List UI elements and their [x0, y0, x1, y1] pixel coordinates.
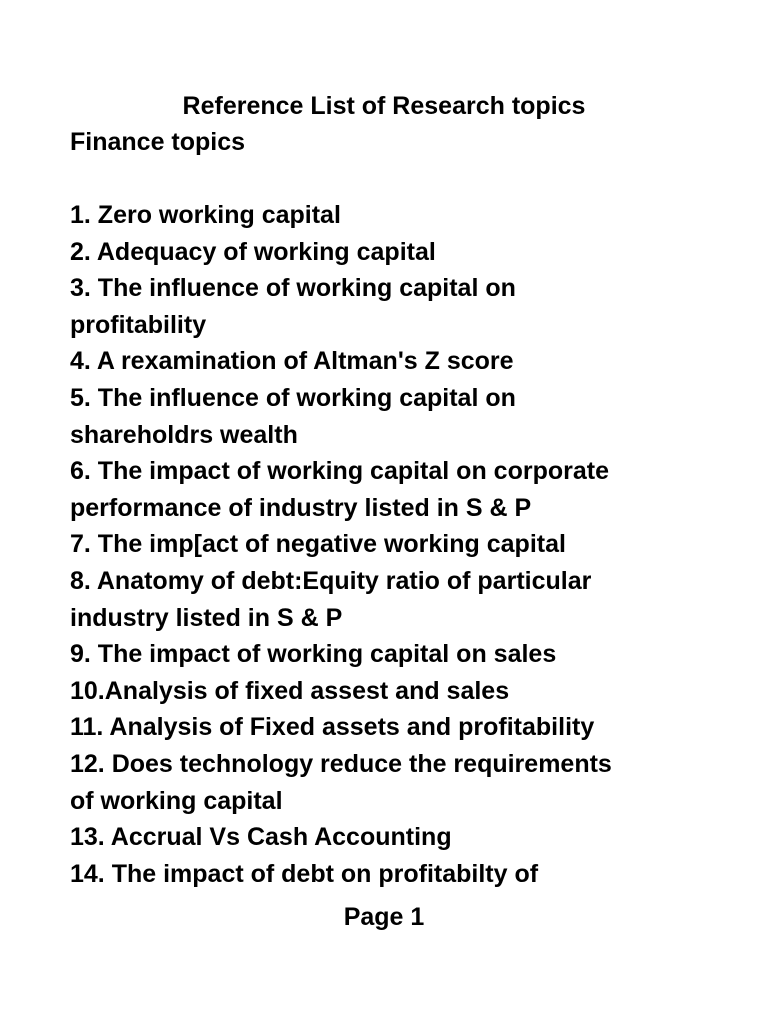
topic-line: profitability — [70, 310, 207, 339]
topic-line: 13. Accrual Vs Cash Accounting — [70, 823, 452, 852]
topic-line: 6. The impact of working capital on corporate — [70, 457, 609, 486]
topic-line: 5. The influence of working capital on — [70, 383, 516, 412]
document-title: Reference List of Research topics — [182, 92, 586, 120]
topic-line: 7. The imp[act of negative working capital — [70, 530, 566, 559]
topic-line: 11. Analysis of Fixed assets and profitability — [70, 713, 595, 742]
topic-line: 9. The impact of working capital on sales — [70, 640, 557, 669]
topic-line: shareholdrs wealth — [70, 420, 298, 449]
topic-line: 3. The influence of working capital on — [70, 274, 516, 303]
topic-line: 14. The impact of debt on profitabilty of — [70, 859, 539, 888]
page-number: Page 1 — [343, 903, 425, 931]
topic-line: 4. A rexamination of Altman's Z score — [70, 347, 514, 376]
topic-line: 1. Zero working capital — [70, 201, 341, 229]
topic-line: of working capital — [70, 786, 283, 815]
topic-list — [70, 197, 710, 892]
topic-line: industry listed in S & P — [70, 603, 343, 632]
topic-line: 10.Analysis of fixed assest and sales — [70, 676, 510, 705]
topic-line: 12. Does technology reduce the requirements — [70, 749, 612, 778]
document-subtitle: Finance topics — [70, 128, 246, 156]
topic-line: performance of industry listed in S & P — [70, 493, 532, 522]
topic-line: 8. Anatomy of debt:Equity ratio of particular — [70, 566, 592, 595]
topic-line: 2. Adequacy of working capital — [70, 237, 436, 266]
